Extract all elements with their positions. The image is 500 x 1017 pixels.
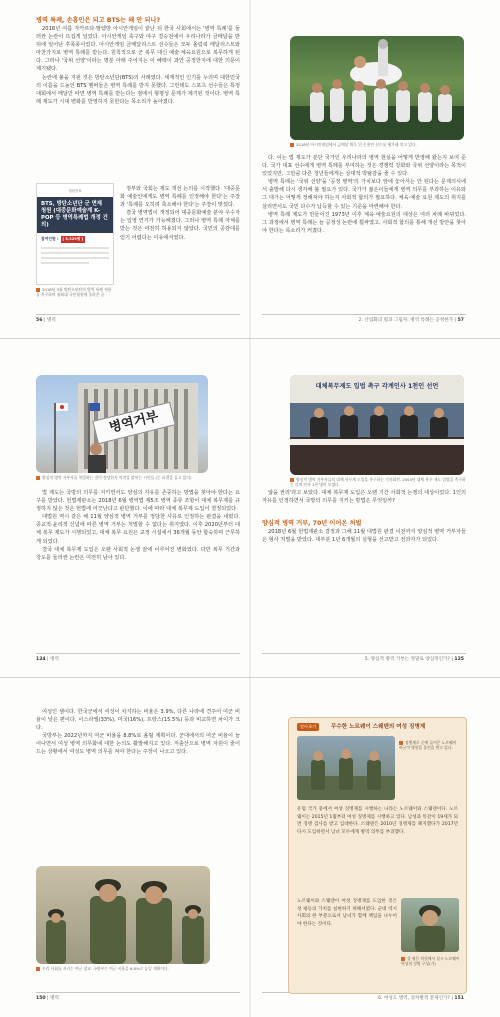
caption-text: 2018년 아시안게임에서 금메달 획득 뒤 손흥민 선수를 헹가래 치고 있다. xyxy=(296,142,417,147)
caption-text: 성 평등 차원에서 실시 노르웨이 여성의 징병 구성(기) xyxy=(401,956,460,966)
paragraph: 논란에 불을 지핀 것은 방탄소년단(BTS)의 사례였다. 세계적인 인기를 누리며 대한민국의 이름을 드높인 BTS 멤버들은 병역 특례를 받지 못했다. 그런데도 스포츠 선수들은 특정 대회에서 메달만 따면 병역 특례를 받는다는 점에서 형평성 문제가 제기된 것이다. 병역 특례 제도가 시대 변화를 반영하지 못한다는 목소리가 높아졌다. xyxy=(36,74,240,105)
petition-screenshot xyxy=(36,183,114,285)
photo-caption xyxy=(36,475,212,480)
page-number: 125 xyxy=(454,657,464,662)
caption-marker xyxy=(36,476,40,480)
right-text-column xyxy=(262,154,466,302)
feature-text-top xyxy=(297,806,458,896)
caption-text: 2018년 3월 방탄소년단의 병역 특례 적용을 촉구하며 청와대 국민청원에 올라온 글 xyxy=(36,287,112,297)
petition-count-label: 참여인원 : xyxy=(41,236,59,241)
caption-text: 양심적 병역 거부자들의 대체 복무제 도입을 촉구하는 기자회견. 2004년 대체 복무 제도 입법을 촉구하는 각계 인사 1천 명이 모였다. xyxy=(290,477,466,487)
section-title: 양심적 병역 거부, 70년 이어온 처벌 xyxy=(262,520,362,528)
spread-page-2 xyxy=(0,339,500,678)
page-number: 151 xyxy=(454,996,464,1001)
petition-title: BTS, 방탄소년단 군 면제 청원 (대중문화예술계 K-POP 등 병역특례법 개정 건의) xyxy=(37,197,113,233)
feature-text-bottom xyxy=(297,898,397,986)
portrait-illustration xyxy=(401,898,459,952)
photo-caption xyxy=(290,477,466,487)
feature-portrait-caption xyxy=(401,956,461,966)
left-text-column xyxy=(36,489,240,639)
page-number: 124 xyxy=(36,657,46,662)
protest-sign: 병역거부 xyxy=(92,402,175,445)
page-number: 57 xyxy=(457,318,464,323)
soldiers-photo xyxy=(36,866,210,964)
footer-rule xyxy=(262,653,466,654)
petition-count-row xyxy=(37,233,113,243)
paragraph: 2018년 6월 헌법재판소 결정과 그해 11월 대법원 판결 이전까지 양심적 병역 거부자들은 형사 처벌을 받았다. 대부분 1년 6개월의 실형을 선고받고 전과자가 되었다. xyxy=(262,529,466,544)
feature-tag: 알아보기 xyxy=(297,723,319,731)
caption-text: 징병제로 군에 들어온 노르웨이 여군이 방한을 훈련을 받고 있다. xyxy=(399,740,457,750)
running-title: 2. 산업화의 빛과 그림자: 병역 특례는 공정한가 xyxy=(358,318,454,323)
paragraph: 정부와 국회는 제도 개선 논의를 시작했다. '대중문화 예술인에게도 병역 특례를 인정해야 한다'는 주장과 '특례를 오히려 축소해야 한다'는 주장이 맞섰다. xyxy=(120,186,240,209)
gutter xyxy=(249,0,251,339)
left-text-column-narrow xyxy=(120,185,240,305)
running-title: 5. 양심적 병역 거부는 정말로 양심적인가? xyxy=(364,657,450,662)
footer-rule xyxy=(36,992,240,993)
paragraph: 2018년 여름 자카르타·팔렘방 아시안게임이 끝난 뒤 한국 사회에서는 '병역 특례'를 둘러싼 논란이 뜨겁게 일었다. 아시안게임 축구와 야구 결승전에서 우리나라가 금메달을 딴 뒤에 일어난 후폭풍이었다. 아시안게임 금메달리스트 선수들은 모두 올림픽 메달리스트와 마찬가지로 병역 특례를 받는다. 원칙적으로 군 복무 대신 예술·체육요원으로 복무하게 된다. 그러나 '국위 선양'이라는 명분 아래 주어지는 이 혜택이 과연 공정한지에 대한 의문이 제기됐다. xyxy=(36,26,240,73)
paragraph: 노르웨이와 스웨덴이 여성 징병제를 도입한 것은 성 평등의 가치를 실현하기 위해서였다. 군대 역시 사회의 한 부분으로서 남녀가 함께 책임을 나누어야 한다는 것이다. xyxy=(297,899,397,927)
paragraph: 여성인 셈이다. 한국군에서 여성이 차지하는 비율은 3.9%, 다른 나라에 견주어 여군 비율이 낮은 편이다. 이스라엘(33%), 미국(16%), 프랑스(15.5%) 등과 비교하면 차이가 크다. xyxy=(36,709,240,732)
footer-rule xyxy=(262,314,466,315)
page-number-left: 124 | 병역 xyxy=(36,657,59,662)
petition-body-lines xyxy=(41,247,109,264)
caption-marker xyxy=(290,143,294,147)
paragraph: 병역 특례 제도가 만들어진 1973년 이후 체육·예술요원의 대상은 여러 차례 바뀌었다. 그 과정에서 병역 특례는 늘 공정성 논란에 휩싸였고, 사회적 합의를 통해 개선 방안을 찾아야 한다는 목소리가 커졌다. xyxy=(262,211,466,234)
gutter xyxy=(249,339,251,678)
paragraph: 유럽 국가 중에서 여성 징병제를 시행하는 나라는 노르웨이와 스웨덴이다. 노르웨이는 2015년 1월부터 여성 징병제를 시행하고 있다. 남성과 똑같이 19세가 되면 징병 검사를 받고 입대한다. 스웨덴은 2010년 징병제를 폐지했다가 2017년 다시 도입하면서 남녀 모두에게 병역 의무를 부과했다. xyxy=(297,807,458,835)
petition-caption xyxy=(36,287,114,297)
banner-text: 대체복무제도 입법 촉구 각계인사 1천인 선언 xyxy=(315,383,439,390)
footer-rule xyxy=(36,314,240,315)
page-number: 150 xyxy=(36,996,46,1001)
right-text-column xyxy=(262,489,466,639)
paragraph: 다. 이는 법 제도가 분단 국가인 우리나라의 병역 현실을 어떻게 반영해 왔는지 보여 준다. 국가 대표 선수에게 병역 특례를 부여하는 것은 경쟁력 강화와 국위 선양이라는 목적이 있었지만, 그만큼 다른 청년들에게는 상대적 박탈감을 줄 수 있다. xyxy=(262,155,466,178)
page-number-left: 56 | 병역 xyxy=(36,318,56,323)
press-conference-photo xyxy=(290,375,464,475)
protest-photo xyxy=(36,375,208,473)
photo-caption xyxy=(36,966,212,971)
petition-count: [ 5,329명 ] xyxy=(62,237,84,241)
page-number-right: 6. 여성도 병역, 성차별적 문제인가? | 151 xyxy=(378,996,464,1001)
feature-title: 무수한 노르웨이 스웨덴의 여성 징병제 xyxy=(331,724,426,730)
running-title: 6. 여성도 병역, 성차별적 문제인가? xyxy=(378,996,450,1001)
paragraph: 법 제도는 국방의 의무를 지키면서도 양심의 자유를 존중하는 방법을 찾아야 한다는 요구를 받았다. 헌법재판소는 2018년 6월 병역법 제5조 병역 종류 조항이 대체 복무제를 규정하지 않은 것은 헌법에 어긋난다고 판단했다. 이에 따라 대체 복무제 도입이 결정되었다. xyxy=(36,490,240,513)
paragraph: 병역 특례는 '국위 선양'을 '공정 병역'의 가치보다 앞에 놓아서는 안 된다는 문제의식에서 출발해 다시 생각해 볼 필요가 있다. 국가가 젊은이들에게 병역 의무를 부과하는 이유와 그 대가는 어떻게 정해져야 하는지 사회적 합의가 필요하다. 체육·예술 요원 제도의 취지를 살리면서도 국민 다수가 납득할 수 있는 기준을 마련해야 한다. xyxy=(262,179,466,210)
left-text-column xyxy=(36,16,240,184)
page-number-left: 150 | 병역 xyxy=(36,996,59,1001)
page-number-right: 2. 산업화의 빛과 그림자: 병역 특례는 공정한가 | 57 xyxy=(358,318,464,323)
running-title: 병역 xyxy=(50,657,59,662)
section-title: 병역 특례, 손흥민은 되고 BTS는 왜 안 되나? xyxy=(36,17,161,24)
photo-caption xyxy=(290,142,466,147)
paragraph: 대법원 역시 같은 해 11월 양심적 병역 거부를 정당한 사유로 인정하는 판결을 내렸다. 종교적·윤리적 신념에 따른 병역 거부는 처벌할 수 없다는 취지였다. 이후 2020년부터 대체 복무 제도가 시행되었고, 대체 복무 요원은 교정 시설에서 36개월 동안 합숙하며 근무하게 되었다. xyxy=(36,514,240,545)
paragraph: 결국 병역법이 개정되어 대중문화예술 분야 우수자는 입영 연기가 가능해졌다. 그러나 병역 특례 자체를 받는 것은 여전히 허용되지 않았다. 국민의 공감대를 얻기 어렵다는 이유에서였다. xyxy=(120,210,240,241)
caption-text: 우리 사회를 지키는 여군 장교. 국방부는 여군 비율을 8.8%로 높일 계획이다. xyxy=(42,966,169,971)
soldiers-illustration xyxy=(297,736,395,800)
feature-photo-caption xyxy=(399,740,459,750)
running-title: 병역 xyxy=(50,996,59,1001)
caption-text: 양심적 병역 거부자를 처벌하는 것이 정당한지 의견을 밝히는 시민들 (는 피켓을 들고 있다) xyxy=(42,475,192,480)
footer-rule xyxy=(36,653,240,654)
soldiers-illustration xyxy=(36,866,210,964)
spread-page-1 xyxy=(0,0,500,339)
page-number-right: 5. 양심적 병역 거부는 정말로 양심적인가? | 125 xyxy=(364,657,464,662)
gutter xyxy=(249,678,251,1017)
paragraph: 않을 권리'라고 보았다. 대체 복무제 도입은 오랜 기간 사회적 논쟁의 대상이었다. 1인의 자유를 인정하면서 국방의 의무를 지키는 방법은 무엇일까? xyxy=(262,490,466,505)
caption-marker xyxy=(36,967,40,971)
left-text-column xyxy=(36,708,240,858)
norway-soldiers-photo xyxy=(297,736,395,800)
crowd-illustration xyxy=(290,36,464,140)
norway-soldier-portrait xyxy=(401,898,459,952)
conference-illustration xyxy=(290,375,464,475)
running-title: 병역 xyxy=(46,318,56,323)
page-number: 56 xyxy=(36,318,43,323)
petition-status: 청원종료 xyxy=(68,189,82,193)
feature-box xyxy=(288,717,467,994)
paragraph: 국방부는 2022년까지 여군 비율을 8.8%로 올릴 계획이다. 군대에서의 여군 비율이 늘어나면서 여성 병역 의무화에 대한 논의도 활발해지고 있다. 저출산으로 병역 자원이 줄어드는 상황에서 여성도 병역 의무를 져야 한다는 주장이 나오고 있다. xyxy=(36,733,240,756)
soccer-celebration-photo xyxy=(290,36,464,140)
paragraph: 결국 대체 복무제 도입은 오랜 사회적 논쟁 끝에 이루어진 변화였다. 다만 복무 기간과 강도를 둘러싼 논란은 여전히 남아 있다. xyxy=(36,546,240,561)
